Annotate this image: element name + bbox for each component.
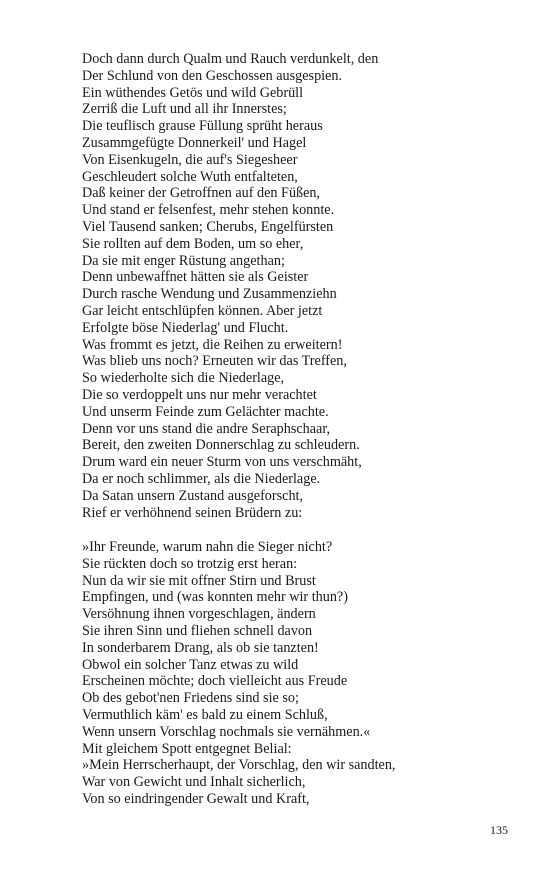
verse-line: Rief er verhöhnend seinen Brüdern zu: <box>82 504 303 521</box>
verse-line: War von Gewicht und Inhalt sicherlich, <box>82 774 306 791</box>
verse-line: Mit gleichem Spott entgegnet Belial: <box>82 740 292 757</box>
verse-line: Vermuthlich käm' es bald zu einem Schluß, <box>82 706 328 723</box>
verse-line: Zusammgefügte Donnerkeil' und Hagel <box>82 134 307 151</box>
verse-line: Die so verdoppelt uns nur mehr verachtet <box>82 386 317 403</box>
verse-line: »Ihr Freunde, warum nahn die Sieger nicht? <box>82 539 333 555</box>
verse-line: Sie ihren Sinn und fliehen schnell davon <box>82 622 313 639</box>
verse-line: Nun da wir sie mit offner Stirn und Brust <box>82 572 316 589</box>
verse-line: Von so eindringender Gewalt und Kraft, <box>82 790 310 807</box>
verse-line: Und unserm Feinde zum Gelächter machte. <box>82 403 329 420</box>
verse-line: Sie rollten auf dem Boden, um so eher, <box>82 235 304 252</box>
stanza-2 <box>82 539 522 808</box>
verse-line: Erscheinen möchte; doch vielleicht aus Freude <box>82 673 348 690</box>
verse-line: Denn vor uns stand die andre Seraphschaar, <box>82 420 331 437</box>
verse-line: Was blieb uns noch? Erneuten wir das Treffen, <box>82 353 347 370</box>
verse-line: Obwol ein solcher Tanz etwas zu wild <box>82 656 299 673</box>
verse-line: Bereit, den zweiten Donnerschlag zu schleudern. <box>82 437 360 454</box>
verse-line: Und stand er felsenfest, mehr stehen konnte. <box>82 202 335 219</box>
verse-line: Daß keiner der Getroffnen auf den Füßen, <box>82 185 321 202</box>
verse-line: Zerriß die Luft und all ihr Innerstes; <box>82 101 287 118</box>
verse-line: Wenn unsern Vorschlag nochmals sie vernähmen.« <box>82 723 371 740</box>
verse-line: So wiederholte sich die Niederlage, <box>82 370 285 387</box>
verse-line: In sonderbarem Drang, als ob sie tanzten! <box>82 639 319 656</box>
verse-line: Drum ward ein neuer Sturm von uns verschmäht, <box>82 454 362 471</box>
verse-line: Gar leicht entschlüpfen können. Aber jetzt <box>82 302 323 319</box>
verse-line: Denn unbewaffnet hätten sie als Geister <box>82 269 309 286</box>
verse-line: Viel Tausend sanken; Cherubs, Engelfürsten <box>82 218 334 235</box>
verse-line: Da sie mit enger Rüstung angethan; <box>82 252 285 269</box>
verse-line: Geschleudert solche Wuth entfalteten, <box>82 168 298 185</box>
verse-line: Doch dann durch Qualm und Rauch verdunkelt, den <box>82 51 379 67</box>
verse-line: Da er noch schlimmer, als die Niederlage. <box>82 470 321 487</box>
verse-line: Versöhnung ihnen vorgeschlagen, ändern <box>82 606 316 623</box>
verse-line: Ob des gebot'nen Friedens sind sie so; <box>82 690 299 707</box>
page-number: 135 <box>490 823 508 837</box>
verse-line: Die teuflisch grause Füllung sprüht heraus <box>82 118 323 135</box>
verse-line: Der Schlund von den Geschossen ausgespien. <box>82 67 343 84</box>
stanza-1 <box>82 51 522 521</box>
verse-line: »Mein Herrscherhaupt, der Vorschlag, den wir sandten, <box>82 757 396 774</box>
verse-line: Sie rückten doch so trotzig erst heran: <box>82 555 298 572</box>
verse-line: Empfingen, und (was konnten mehr wir thun?) <box>82 589 348 606</box>
verse-line: Da Satan unsern Zustand ausgeforscht, <box>82 487 304 504</box>
verse-line: Von Eisenkugeln, die auf's Siegesheer <box>82 151 298 168</box>
verse-line: Was frommt es jetzt, die Reihen zu erweitern! <box>82 336 343 353</box>
verse-line: Erfolgte böse Niederlag' und Flucht. <box>82 319 289 336</box>
verse-line: Ein wüthendes Getös und wild Gebrüll <box>82 84 304 101</box>
verse-line: Durch rasche Wendung und Zusammenziehn <box>82 286 337 303</box>
